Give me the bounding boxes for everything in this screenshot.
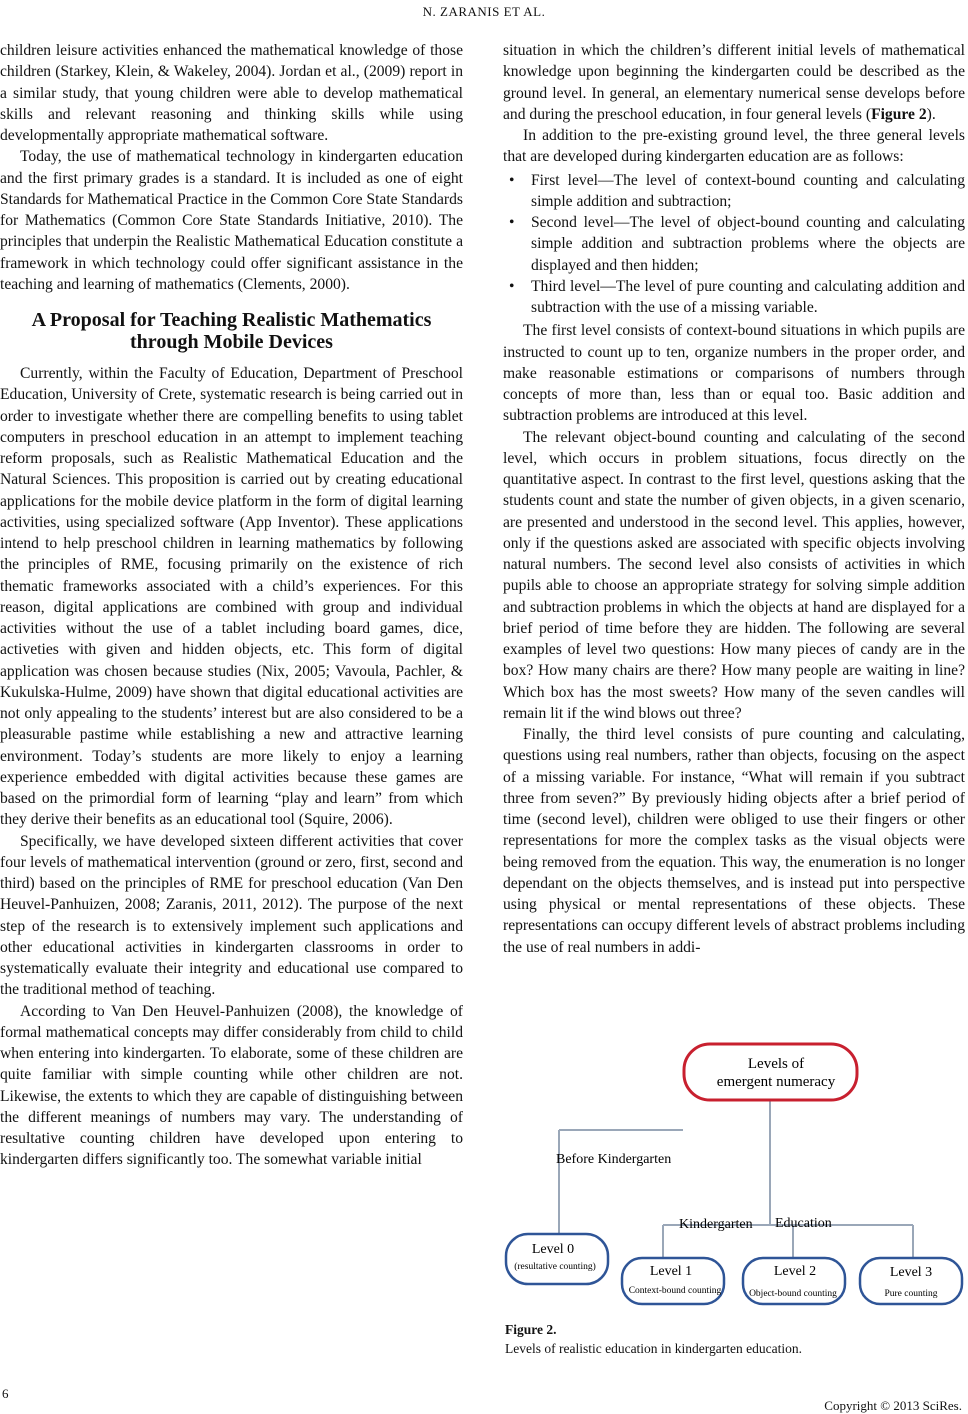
level0-label: Level 0 [531, 1242, 575, 1257]
paragraph: Today, the use of mathematical technology in kindergarten education and the first primary grades is a standard. It is included as one of eight Standards for Mathematical Practice in the Common Core State Standards for Mathematics (Common Core State Standards Initiative, 2010). The principles that underpin the Realistic Mathematical Education constitute a framework in which technology could offer significant assistance in the teaching and learning of mathematics (Clements, 2000). [0, 148, 463, 293]
level-list [503, 170, 965, 319]
paragraph [503, 40, 965, 125]
level2-label: Level 2 [773, 1264, 817, 1279]
kindergarten-label: Kindergarten [679, 1217, 753, 1232]
levels-diagram [503, 1040, 965, 1310]
figure-caption [505, 1320, 802, 1358]
list-item: • Second level—The level of object-bound counting and calculating simple addition and subtraction problems where the objects are displayed and then hidden; [503, 212, 965, 276]
education-label: Education [775, 1216, 832, 1231]
text-run: ). [926, 105, 936, 123]
paragraph: The first level consists of context-bound situations in which pupils are instructed to count up to ten, organize numbers in the proper order, and make reasonable estimations or comparisons of numbers through concepts of more than, less than or equal too. Basic addition and subtraction problems are introduced at this level. [503, 322, 965, 425]
caption-title: Figure 2. [505, 1322, 557, 1337]
level3-sublabel: Pure counting [884, 1289, 938, 1299]
level1-sublabel: Context-bound counting [628, 1286, 722, 1296]
paragraph: Finally, the third level consists of pure counting and calculating, questions using real numbers, rather than objects, focusing on the aspect of a missing variable. For instance, “What will remain if you subtract three from seven?” By previously hiding objects after a brief period of time (second level), children were obliged to use their fingers or other representations for more the complex tasks as the visual objects were being removed from the equation. This way, the enumeration is no longer dependant on the objects themselves, and is instead put into perspective using physical or mental representations of these objects. These representations can occupy different levels of abstract problems including the use of real numbers in addi- [503, 726, 965, 956]
level2-sublabel: Object-bound counting [749, 1289, 837, 1299]
top-node [684, 1044, 857, 1100]
running-header: N. ZARANIS ET AL. [422, 4, 546, 19]
paragraph: According to Van Den Heuvel-Panhuizen (2008), the knowledge of formal mathematical concepts may differ considerably from child to child when entering into kindergarten. To elaborate, some of these children are quite familiar with simple counting while other children are not. Likewise, the extents to which they are capable of distinguishing between the different meanings of numbers may vary. The understanding of resultative counting children have developed upon entering to kindergarten differs significantly too. The somewhat variable initial [0, 1002, 463, 1169]
paragraph: children leisure activities enhanced the mathematical knowledge of those children (Starkey, Klein, & Wakeley, 2004). Jordan et al., (2009) report in a similar study, that young children were able to develop mathematical skills and relevant reasoning and thinking skills while using developmentally appropriate mathematical software. [0, 42, 463, 144]
paragraph: Specifically, we have developed sixteen different activities that cover four levels of mathematical intervention (ground or zero, first, second and third) based on the principles of RME for preschool education (Van Den Heuvel-Panhuizen, 2008; Zaranis, 2011, 2012). The purpose of the next step of the research is to extensively implement such applications and other educational activities in kindergarten classrooms in order to systematically evaluate their integrity and educational use compared to the traditional method of teaching. [0, 832, 463, 999]
text-run: situation in which the children’s different initial levels of mathematical knowledge upon beginning the kindergarten could be described as the ground level. In general, an elementary numerical sense develops before and during the preschool education, in four general levels ( [503, 42, 965, 123]
paragraph: In addition to the pre-existing ground level, the three general levels that are developed during kindergarten education are as follows: [503, 127, 965, 166]
list-item: • Third level—The level of pure counting and calculating addition and subtraction with the use of a missing variable. [503, 276, 965, 319]
left-column [0, 40, 463, 1171]
level1-label: Level 1 [649, 1264, 693, 1279]
level3-label: Level 3 [889, 1265, 933, 1280]
paragraph: The relevant object-bound counting and calculating of the second level, which occurs in problem situations, focus directly on the quantitative aspect. In contrast to the first level, questions asking that the students count and state the number of given objects, in a given scenario, are presented and understood in the second level. This applies, however, only if the questions asked are associated with specific objects involving natural numbers. The second level also consists of activities in which pupils able to choose an appropriate strategy for solving simple addition and subtraction problems in which the objects at hand are displayed for a brief period of time before they are hidden. The following are several examples of level two questions: How many pieces of candy are in the box? How many chairs are there? How many people are waiting in line? Which box has the most sweets? How many of the seven candles will remain lit if the wind blows out three? [503, 428, 965, 722]
figure-reference: Figure 2 [871, 105, 927, 123]
top-node-label: emergent numeracy [716, 1074, 836, 1090]
caption-text: Levels of realistic education in kindergarten education. [505, 1341, 803, 1356]
page-number: 6 [2, 1386, 9, 1401]
section-heading: A Proposal for Teaching Realistic Mathematics through Mobile Devices [31, 309, 432, 353]
right-column [503, 40, 965, 958]
level0-sublabel: (resultative counting) [514, 1262, 596, 1272]
paragraph: Currently, within the Faculty of Education, Department of Preschool Education, University of Crete, systematic research is being carried out in order to investigate whether there are compelling benefits to using tablet computers in preschool education in an attempt to implement teaching reform proposals, such as Realistic Mathematical Education and the Natural Sciences. This proposition is carried out by creating educational applications for the mobile device platform in the form of digital learning activities, using specialized software (App Inventor). These applications intend to help preschool children in learning mathematics by following the principles of RME, focusing primarily on the existence of rich thematic frameworks associated with a child’s experiences. For this reason, digital applications are combined with group and individual activities without the use of a tablet including board games, dice, activeties with given and hidden objects, etc. This form of digital application was chosen because studies (Nix, 2005; Vavoula, Pachler, & Kukulska-Hulme, 2009) have shown that digital educational activities are not only appealing to the students’ interest but are also considered to be a pleasurable pastime while establishing a new and attractive learning environment. Today’s students are more likely to enjoy a learning experience embedded with digital activities because these games are based on the primordial form of learning “play and learn” from which they derive their benefits as an educational tool (Squire, 2006). [0, 365, 463, 829]
copyright-notice: Copyright © 2013 SciRes. [824, 1398, 962, 1413]
list-item: • First level—The level of context-bound counting and calculating simple addition and subtraction; [503, 170, 965, 213]
top-node-label: Levels of [747, 1056, 805, 1072]
before-kindergarten-label: Before Kindergarten [556, 1152, 672, 1167]
